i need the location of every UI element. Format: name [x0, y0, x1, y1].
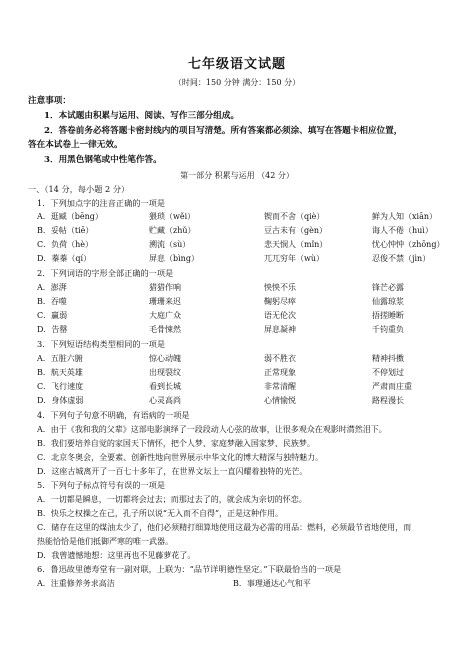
part-heading: 一、（14 分，每小题 2 分）: [28, 184, 130, 194]
option-line: C．储存在这里的煤油太少了，他们必须精打细算地使用这最为必需的用品：燃料，必须最节省地使用，而: [37, 523, 412, 532]
note-line: 1．本试题由积累与运用、阅读、写作三部分组成。: [44, 111, 240, 121]
option-cell: 悲天悯人（mǐn）: [264, 240, 328, 249]
option-line: B．快乐之权操之在己，孔子所以说“无入而不自得”，正是这种作用。: [37, 509, 284, 518]
option-cell: 豆古未有（gèn）: [264, 226, 328, 235]
option-cell: 路程漫长: [372, 396, 404, 405]
option-cell: A．五脏六腑: [37, 354, 83, 363]
option-cell: 出现裂纹: [149, 368, 181, 377]
question-stem: 6．鲁迅故里德寿堂有一副对联，上联为：“品节详明德性坚定。”下联最恰当的一项是: [37, 564, 342, 574]
option-cell: 鞠躬尽瘁: [264, 297, 296, 306]
option-cell: 不停划过: [372, 368, 404, 377]
option-cell: A．澎湃: [37, 283, 67, 292]
option-cell: 捂搓睡断: [372, 311, 404, 320]
note-line: 答在本试卷上一律无效。: [28, 140, 123, 150]
option-cell: 溯流（sù）: [149, 240, 191, 249]
option-cell: B．吞噬: [37, 297, 67, 306]
option-cell: 忍俊不禁（jìn）: [372, 254, 431, 263]
option-cell: 忧心忡忡（zhōng）: [372, 240, 445, 249]
page-title: 七年级语文试题: [187, 57, 286, 72]
option-cell: B．航天英雄: [37, 368, 83, 377]
question-stem: 2．下列词语的字形全部正确的一项是: [37, 268, 174, 278]
option-cell: 怏怏不乐: [264, 283, 296, 292]
option-cell: 大庭广众: [149, 311, 181, 320]
option-cell: 珊珊来迟: [149, 297, 181, 306]
option-cell: 语无伦次: [264, 311, 296, 320]
option-cell: 屏息（bìng）: [149, 254, 199, 263]
option-cell: A．逛臧（bēng）: [37, 212, 103, 221]
option-cell: 兀兀穷年（wù）: [264, 254, 324, 263]
option-line: A．由于《我和我的父辈》这部电影演绎了一段段动人心弦的故事，让很多观众在观影时潸然泪下。: [37, 425, 387, 434]
q3-options: [37, 353, 457, 409]
option-cell: 锋芒必露: [372, 283, 404, 292]
option-cell: C．飞行速度: [37, 382, 84, 391]
option-cell: 千钧重负: [372, 325, 404, 334]
option-cell: 鲜为人知（xiān）: [372, 212, 437, 221]
option-cell: 心灵高尚: [149, 396, 181, 405]
section-heading: 第一部分 积累与运用 （42 分）: [180, 171, 294, 180]
option-line: D．我曾遗憾地想：这里再也不见藤萝花了。: [37, 551, 196, 560]
option-cell: 看到长城: [149, 382, 181, 391]
option-line: 热能恰恰是他们抵御严寒的唯一武器。: [37, 537, 173, 546]
option-cell: 诲人不倦（huì）: [372, 226, 433, 235]
option-cell: 惊心动魄: [149, 354, 181, 363]
option-cell: 猥琐（wěi）: [149, 212, 196, 221]
option-cell: 屏息凝神: [264, 325, 296, 334]
option-cell: 贮藏（zhǔ）: [149, 226, 196, 235]
option-cell: 弱不胜衣: [264, 354, 296, 363]
option-cell: D．告罄: [37, 325, 68, 334]
option-line: A．注重修养务求高洁: [37, 579, 115, 588]
option-cell: C．负荷（hè）: [37, 240, 94, 249]
q1-options: [37, 211, 457, 267]
option-cell: D．蓁蓁（qí）: [37, 254, 92, 263]
q2-options: [37, 282, 457, 338]
option-cell: 仙露琼浆: [372, 297, 404, 306]
question-stem: 4．下列句子句意不明确，有语病的一项是: [37, 410, 190, 420]
option-cell: 精神抖擞: [372, 354, 404, 363]
option-cell: 心情愉悦: [264, 396, 296, 405]
question-stem: 3．下列短语结构类型相同的一项是: [37, 339, 166, 349]
notes-heading: 注意事项：: [28, 96, 71, 106]
option-cell: 严肃而庄重: [372, 382, 412, 391]
option-cell: 猎猎作响: [149, 283, 181, 292]
exam-time-info: （时间：150 分钟 满分：150 分）: [173, 78, 301, 87]
option-line: A．一切都是瞬息，一切都将会过去；而那过去了的，就会成为亲切的怀恋。: [37, 495, 307, 504]
note-line: 3．用黑色钢笔或中性笔作答。: [44, 155, 162, 165]
question-stem: 5．下列句子标点符号有误的一项是: [37, 480, 166, 490]
option-line: D．这座古城离开了一百七十多年了，在世界文坛上一直闪耀着独特的光芒。: [37, 467, 308, 476]
option-line: B．事理通达心气和平: [233, 579, 311, 588]
note-line: 2．答卷前务必将答题卡密封线内的项目写清楚。所有答案都必须涂、填写在答题卡相应位置，: [44, 126, 403, 136]
option-line: B．我们要培养自觉的家国天下情怀，把个人梦、家庭梦融入国家梦、民族梦。: [37, 439, 315, 448]
option-line: C．北京冬奥会，全要素、创新性地向世界展示中华文化的博大精深与独特魅力。: [37, 453, 324, 462]
option-cell: 毛骨悚然: [149, 325, 181, 334]
option-cell: D．身体虚弱: [37, 396, 84, 405]
option-cell: 正常现象: [264, 368, 296, 377]
option-cell: C．赢弱: [37, 311, 68, 320]
question-stem: 1．下列加点字的注音正确的一项是: [37, 198, 166, 208]
option-cell: 锲而不舍（qiè）: [264, 212, 325, 221]
option-cell: B．妥帖（tiē）: [37, 226, 94, 235]
option-cell: 非常清醒: [264, 382, 296, 391]
